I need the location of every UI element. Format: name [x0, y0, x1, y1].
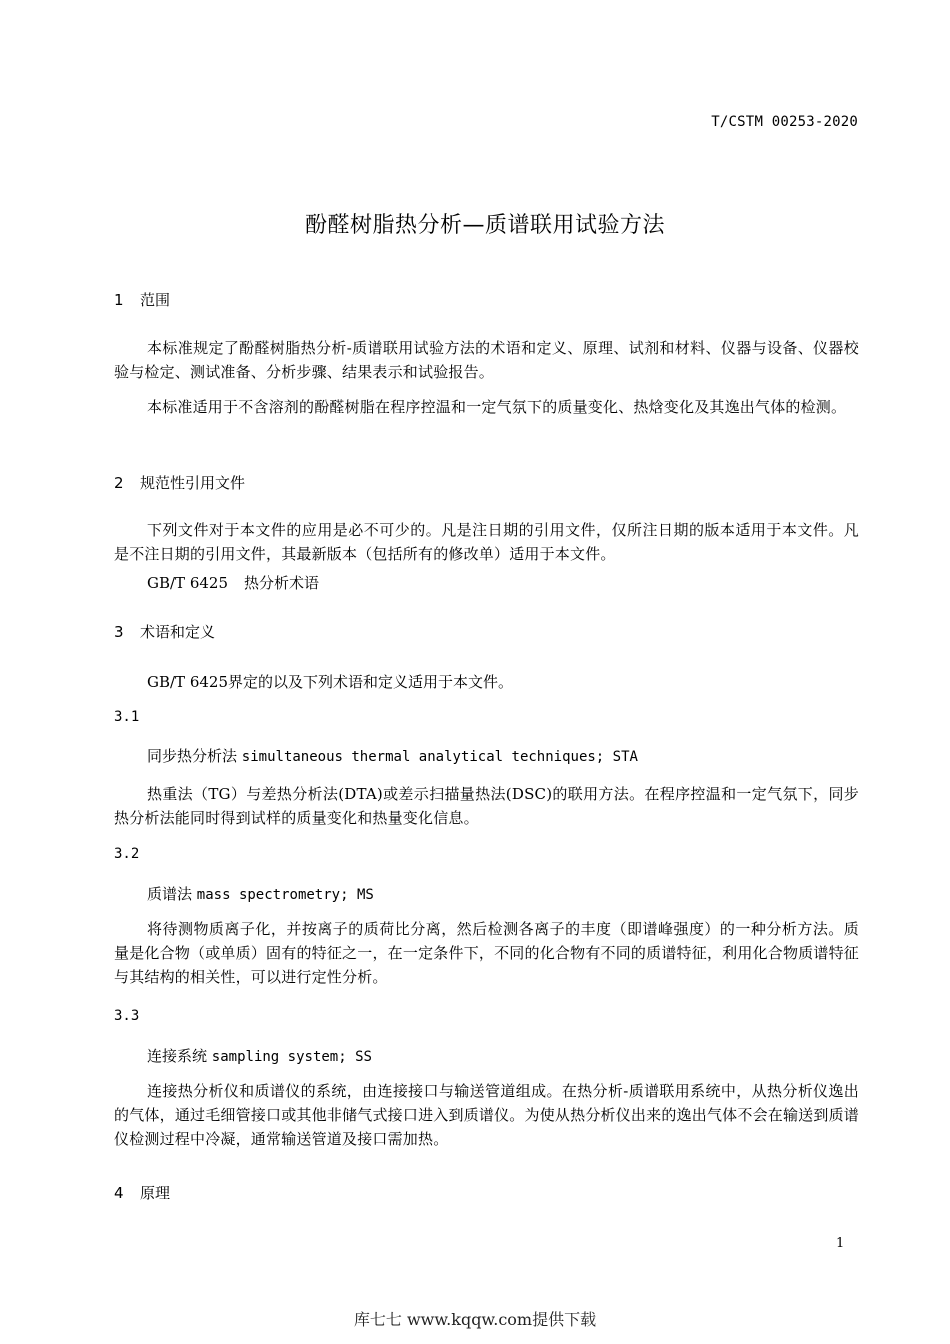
section-number: 3 [114, 623, 124, 641]
section-3-intro: GB/T 6425界定的以及下列术语和定义适用于本文件。 [147, 673, 514, 691]
section-number: 1 [114, 291, 124, 309]
term-en: sampling system; SS [211, 1049, 372, 1065]
term-en: simultaneous thermal analytical techniques; STA [241, 749, 638, 765]
term-zh: 质谱法 [147, 885, 193, 903]
section-1-paragraph-1: 本标准规定了酚醛树脂热分析-质谱联用试验方法的术语和定义、原理、试剂和材料、仪器与设备、仪器校验与检定、测试准备、分析步骤、结果表示和试验报告。 [114, 339, 859, 381]
normative-reference [147, 572, 319, 593]
section-title: 规范性引用文件 [140, 474, 246, 492]
term-zh: 同步热分析法 [147, 747, 238, 765]
section-4-heading [114, 1182, 170, 1203]
download-watermark: 库七七 www.kqqw.com提供下载 [353, 1310, 597, 1329]
term-en: mass spectrometry; MS [196, 887, 374, 903]
reference-title: 热分析术语 [244, 574, 320, 592]
page-number: 1 [836, 1236, 845, 1251]
section-1-heading [114, 289, 170, 310]
section-number: 4 [114, 1184, 124, 1202]
term-3-1-definition: 热重法（TG）与差热分析法(DTA)或差示扫描量热法(DSC)的联用方法。在程序控温和一定气氛下，同步热分析法能同时得到试样的质量变化和热量变化信息。 [114, 785, 859, 827]
document-title: 酚醛树脂热分析—质谱联用试验方法 [304, 213, 665, 238]
term-3-3 [147, 1045, 372, 1066]
section-number: 2 [114, 474, 124, 492]
section-2-paragraph-1: 下列文件对于本文件的应用是必不可少的。凡是注日期的引用文件，仅所注日期的版本适用于本文件。凡是不注日期的引用文件，其最新版本（包括所有的修改单）适用于本文件。 [114, 521, 859, 563]
standard-code: T/CSTM 00253-2020 [711, 114, 858, 130]
term-3-3-definition: 连接热分析仪和质谱仪的系统，由连接接口与输送管道组成。在热分析-质谱联用系统中，从热分析仪逸出的气体，通过毛细管接口或其他非储气式接口进入到质谱仪。为使从热分析仪出来的逸出气体不会在输送到质谱仪检测过程中冷凝，通常输送管道及接口需加热。 [114, 1082, 859, 1148]
term-3-3-number: 3.3 [114, 1008, 140, 1024]
term-3-1 [147, 745, 638, 766]
term-3-2-number: 3.2 [114, 846, 140, 862]
section-3-heading [114, 621, 215, 642]
section-title: 术语和定义 [140, 623, 216, 641]
section-title: 范围 [140, 291, 171, 309]
term-3-2 [147, 883, 374, 904]
term-3-1-number: 3.1 [114, 709, 140, 725]
reference-code: GB/T 6425 [147, 574, 229, 592]
section-title: 原理 [140, 1184, 171, 1202]
section-2-heading [114, 472, 245, 493]
section-1-paragraph-2: 本标准适用于不含溶剂的酚醛树脂在程序控温和一定气氛下的质量变化、热焓变化及其逸出气体的检测。 [147, 398, 847, 416]
term-zh: 连接系统 [147, 1047, 208, 1065]
term-3-2-definition: 将待测物质离子化，并按离子的质荷比分离，然后检测各离子的丰度（即谱峰强度）的一种分析方法。质量是化合物（或单质）固有的特征之一，在一定条件下，不同的化合物有不同的质谱特征，利用化合物质谱特征与其结构的相关性，可以进行定性分析。 [114, 920, 859, 986]
